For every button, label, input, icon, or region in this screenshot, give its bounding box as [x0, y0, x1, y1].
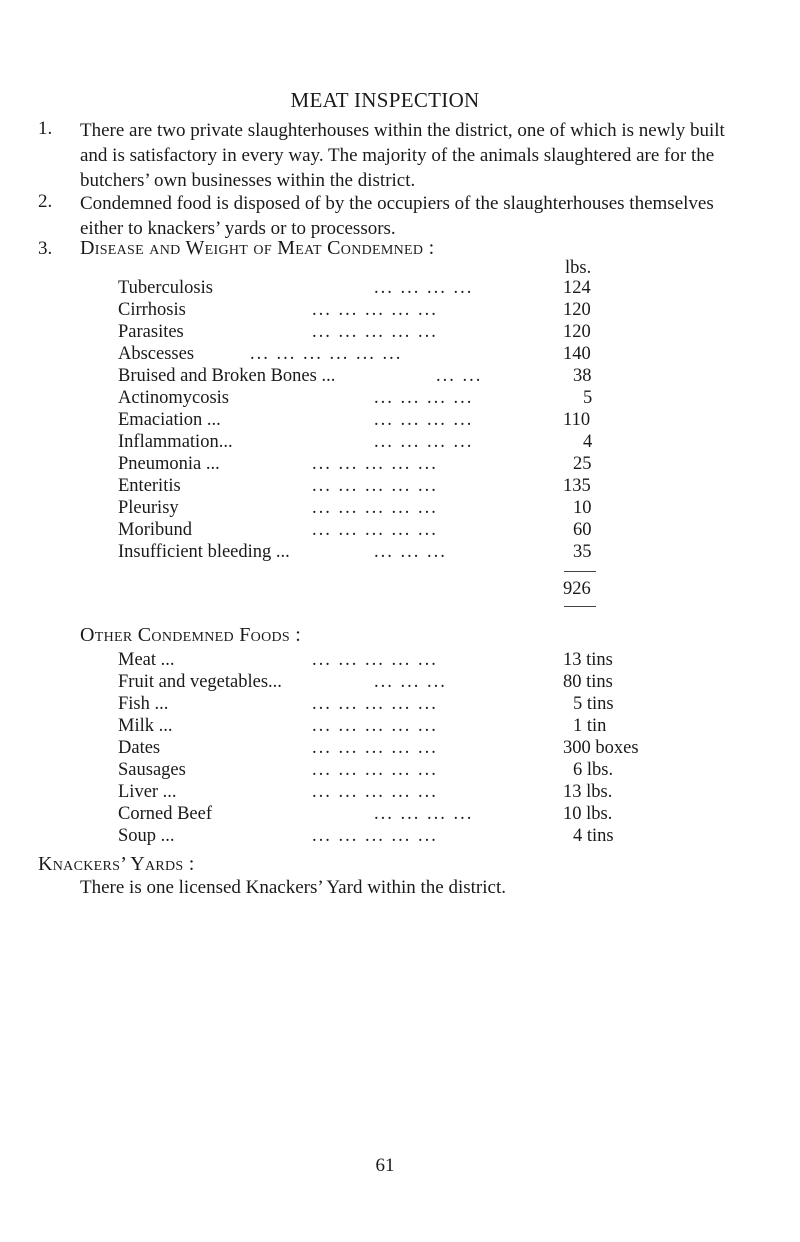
page-number: 61	[375, 1155, 395, 1176]
item-number: 3.	[38, 238, 53, 259]
item-number: 1.	[38, 118, 53, 139]
row-value: 38	[573, 366, 592, 386]
row-value: 1 tin	[573, 716, 607, 736]
leader-dots: ... ... ... ... ...	[312, 782, 438, 802]
leader-dots: ... ... ... ... ...	[312, 760, 438, 780]
section-heading: Disease and Weight of Meat Condemned :	[80, 237, 435, 259]
leader-dots: ... ... ... ... ...	[312, 322, 438, 342]
row-value: 6 lbs.	[573, 760, 614, 780]
row-label: Pleurisy	[118, 498, 179, 518]
table-row	[118, 410, 618, 431]
table-row	[118, 520, 618, 541]
row-label: Liver ...	[118, 782, 177, 802]
leader-dots: ... ...	[436, 366, 483, 386]
row-value: 4 tins	[573, 826, 614, 846]
leader-dots: ... ... ...	[374, 542, 447, 562]
table-row	[118, 672, 658, 693]
table-row	[118, 476, 618, 497]
row-value: 10	[573, 498, 592, 518]
disease-total: 926	[563, 579, 591, 599]
leader-dots: ... ... ... ... ... ...	[250, 344, 403, 364]
row-label: Pneumonia ...	[118, 454, 220, 474]
row-label: Milk ...	[118, 716, 173, 736]
row-label: Emaciation ...	[118, 410, 221, 430]
table-row	[118, 322, 618, 343]
leader-dots: ... ... ... ... ...	[312, 476, 438, 496]
row-value: 60	[573, 520, 592, 540]
row-label: Cirrhosis	[118, 300, 186, 320]
item-number: 2.	[38, 191, 53, 212]
leader-dots: ... ... ... ...	[374, 804, 474, 824]
row-label: Sausages	[118, 760, 186, 780]
table-row	[118, 650, 658, 671]
table-row	[118, 738, 658, 759]
table-row	[118, 454, 618, 475]
leader-dots: ... ... ... ...	[374, 278, 474, 298]
row-label: Inflammation...	[118, 432, 233, 452]
row-value: 10 lbs.	[563, 804, 613, 824]
leader-dots: ... ... ... ...	[374, 410, 474, 430]
leader-dots: ... ... ... ... ...	[312, 498, 438, 518]
row-label: Insufficient bleeding ...	[118, 542, 290, 562]
row-value: 35	[573, 542, 592, 562]
unit-header: lbs.	[565, 258, 592, 278]
leader-dots: ... ... ... ...	[374, 432, 474, 452]
row-value: 300 boxes	[563, 738, 639, 758]
row-value: 13 tins	[563, 650, 613, 670]
table-row	[118, 760, 658, 781]
table-row	[118, 300, 618, 321]
table-row	[118, 694, 658, 715]
leader-dots: ... ... ... ... ...	[312, 520, 438, 540]
row-label: Enteritis	[118, 476, 181, 496]
item-text: There are two private slaughterhouses within the district, one of which is newly built and is satisfactory in every way. The majority of the animals slaughtered are for the butchers’ own businesses within the district.	[80, 120, 725, 191]
row-value: 120	[563, 322, 591, 342]
table-row	[118, 388, 618, 409]
other-foods-heading: Other Condemned Foods :	[80, 624, 302, 646]
leader-dots: ... ... ...	[374, 672, 447, 692]
row-label: Corned Beef	[118, 804, 213, 824]
leader-dots: ... ... ... ... ...	[312, 694, 438, 714]
leader-dots: ... ... ... ... ...	[312, 716, 438, 736]
knackers-text: There is one licensed Knackers’ Yard within the district.	[80, 877, 506, 898]
table-row	[118, 804, 658, 825]
row-value: 140	[563, 344, 591, 364]
page-title: MEAT INSPECTION	[290, 88, 480, 112]
row-value: 13 lbs.	[563, 782, 613, 802]
row-value: 120	[563, 300, 591, 320]
table-row	[118, 278, 618, 299]
table-row	[118, 344, 618, 365]
row-label: Moribund	[118, 520, 192, 540]
table-row	[118, 782, 658, 803]
row-label: Meat ...	[118, 650, 175, 670]
leader-dots: ... ... ... ... ...	[312, 826, 438, 846]
row-label: Soup ...	[118, 826, 175, 846]
row-value: 5	[583, 388, 593, 408]
total-rule-bottom	[564, 606, 596, 607]
row-label: Dates	[118, 738, 161, 758]
row-value: 124	[563, 278, 591, 298]
table-row	[118, 366, 618, 387]
leader-dots: ... ... ... ... ...	[312, 300, 438, 320]
table-row	[118, 826, 658, 847]
row-label: Parasites	[118, 322, 184, 342]
row-value: 110	[563, 410, 591, 430]
table-row	[118, 432, 618, 453]
knackers-heading: Knackers’ Yards :	[38, 853, 195, 875]
leader-dots: ... ... ... ... ...	[312, 738, 438, 758]
leader-dots: ... ... ... ...	[374, 388, 474, 408]
row-value: 25	[573, 454, 592, 474]
table-row	[118, 498, 618, 519]
row-label: Bruised and Broken Bones ...	[118, 366, 336, 386]
row-value: 135	[563, 476, 591, 496]
row-value: 4	[583, 432, 593, 452]
row-label: Fish ...	[118, 694, 169, 714]
table-row	[118, 716, 658, 737]
row-label: Fruit and vegetables...	[118, 672, 282, 692]
row-value: 5 tins	[573, 694, 614, 714]
row-label: Actinomycosis	[118, 388, 229, 408]
row-value: 80 tins	[563, 672, 613, 692]
leader-dots: ... ... ... ... ...	[312, 650, 438, 670]
row-label: Abscesses	[118, 344, 195, 364]
leader-dots: ... ... ... ... ...	[312, 454, 438, 474]
table-row	[118, 542, 618, 563]
item-text: Condemned food is disposed of by the occupiers of the slaughterhouses themselves either to knackers’ yards or to processors.	[80, 193, 714, 239]
total-rule-top	[564, 571, 596, 572]
row-label: Tuberculosis	[118, 278, 213, 298]
